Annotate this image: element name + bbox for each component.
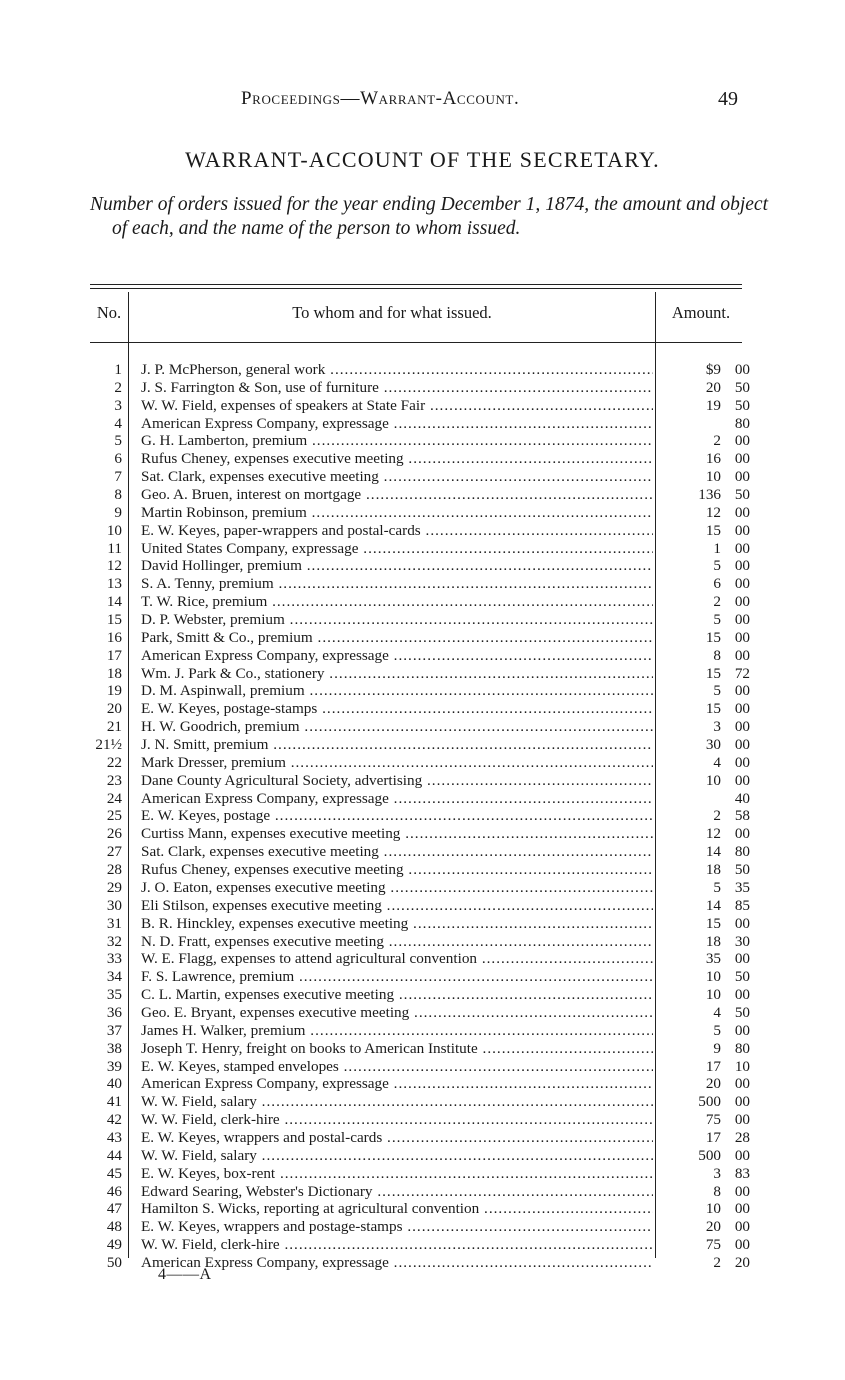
row-amount-dollars: 35 — [705, 950, 721, 968]
row-description: H. W. Goodrich, premium ..... — [141, 718, 653, 736]
row-description: E. W. Keyes, wrappers and postage-stamps ..... — [141, 1218, 653, 1236]
row-amount-dollars: 20 — [705, 1075, 721, 1093]
row-number: 2 — [114, 378, 122, 396]
row-number: 6 — [114, 450, 122, 468]
table-row — [0, 1040, 845, 1058]
table-row — [0, 950, 845, 968]
table-row — [0, 1254, 845, 1272]
row-description: David Hollinger, premium ..... — [141, 557, 653, 575]
table-row — [0, 1075, 845, 1093]
row-description: Joseph T. Henry, freight on books to American Institute ..... — [141, 1040, 653, 1058]
row-amount-dollars: 20 — [705, 1218, 721, 1236]
row-number: 27 — [106, 843, 122, 861]
row-amount-dollars: 17 — [705, 1057, 721, 1075]
row-amount-cents: 30 — [734, 932, 750, 950]
row-description: Sat. Clark, expenses executive meeting ..... — [141, 468, 653, 486]
row-amount-cents: 00 — [734, 1182, 750, 1200]
table-row — [0, 1183, 845, 1201]
table-row — [0, 379, 845, 397]
row-amount-cents: 50 — [734, 486, 750, 504]
row-amount-cents: 80 — [734, 414, 750, 432]
row-amount-dollars: 10 — [705, 968, 721, 986]
row-amount-cents: 50 — [734, 861, 750, 879]
table-row — [0, 504, 845, 522]
row-description: Sat. Clark, expenses executive meeting ..... — [141, 843, 653, 861]
table-row — [0, 450, 845, 468]
page-number: 49 — [718, 88, 738, 110]
row-description: Geo. A. Bruen, interest on mortgage ..... — [141, 486, 653, 504]
table-row — [0, 897, 845, 915]
row-description: J. N. Smitt, premium ..... — [141, 736, 653, 754]
row-amount-dollars: 16 — [705, 450, 721, 468]
row-amount-cents: 58 — [734, 807, 750, 825]
row-number: 26 — [106, 825, 122, 843]
table-row — [0, 861, 845, 879]
table-row — [0, 629, 845, 647]
row-amount-dollars: 4 — [713, 753, 721, 771]
row-amount-dollars: 15 — [705, 700, 721, 718]
table-row — [0, 1058, 845, 1076]
table-row — [0, 825, 845, 843]
row-amount-cents: 00 — [734, 1021, 750, 1039]
row-description: E. W. Keyes, postage ..... — [141, 807, 653, 825]
row-number: 37 — [106, 1021, 122, 1039]
row-number: 36 — [106, 1003, 122, 1021]
table-top-rule — [90, 284, 742, 285]
table-row — [0, 1218, 845, 1236]
row-amount-dollars: 5 — [713, 682, 721, 700]
row-amount-dollars: 5 — [713, 611, 721, 629]
row-amount-dollars: 10 — [705, 1200, 721, 1218]
row-amount-dollars: 17 — [705, 1128, 721, 1146]
row-amount-cents: 00 — [734, 682, 750, 700]
row-number: 40 — [106, 1075, 122, 1093]
row-amount-dollars: 500 — [698, 1093, 721, 1111]
row-number: 50 — [106, 1253, 122, 1271]
row-amount-cents: 00 — [734, 1146, 750, 1164]
row-amount-cents: 00 — [734, 450, 750, 468]
row-number: 21 — [106, 718, 122, 736]
row-amount-cents: 20 — [734, 1253, 750, 1271]
table-row — [0, 1129, 845, 1147]
row-amount-cents: 83 — [734, 1164, 750, 1182]
row-amount-dollars: 15 — [705, 664, 721, 682]
row-amount-dollars: 9 — [713, 1039, 721, 1057]
row-number: 8 — [114, 486, 122, 504]
row-description: Mark Dresser, premium ..... — [141, 754, 653, 772]
table-row — [0, 1004, 845, 1022]
table-row — [0, 1022, 845, 1040]
table-row — [0, 772, 845, 790]
table-row — [0, 968, 845, 986]
row-amount-dollars: 500 — [698, 1146, 721, 1164]
row-number: 21½ — [95, 736, 122, 754]
row-description: American Express Company, expressage ..... — [141, 415, 653, 433]
column-header-no: No. — [96, 303, 122, 322]
row-description: Rufus Cheney, expenses executive meeting ..... — [141, 450, 653, 468]
row-amount-cents: 00 — [734, 432, 750, 450]
table-row — [0, 432, 845, 450]
table-row — [0, 1147, 845, 1165]
row-amount-cents: 00 — [734, 771, 750, 789]
row-description: American Express Company, expressage ..... — [141, 647, 653, 665]
row-amount-dollars: 15 — [705, 521, 721, 539]
table-row — [0, 540, 845, 558]
row-amount-dollars: 15 — [705, 914, 721, 932]
row-amount-dollars: 30 — [705, 736, 721, 754]
signature-mark: 4——A — [158, 1266, 212, 1283]
table-row — [0, 486, 845, 504]
column-header-description: To whom and for what issued. — [292, 303, 492, 322]
table-subtitle: Number of orders issued for the year ending December 1, 1874, the amount and object of each, and the name of the person to whom issued. — [90, 194, 768, 239]
row-number: 7 — [114, 468, 122, 486]
row-amount-cents: 10 — [734, 1057, 750, 1075]
row-number: 25 — [106, 807, 122, 825]
row-amount-cents: 00 — [734, 593, 750, 611]
row-amount-cents: 00 — [734, 753, 750, 771]
row-number: 44 — [106, 1146, 122, 1164]
row-description: W. W. Field, clerk-hire ..... — [141, 1236, 653, 1254]
row-description: D. P. Webster, premium ..... — [141, 611, 653, 629]
row-amount-dollars: 14 — [705, 896, 721, 914]
table-row — [0, 1200, 845, 1218]
row-amount-cents: 00 — [734, 1075, 750, 1093]
row-amount-dollars: 12 — [705, 825, 721, 843]
row-description: E. W. Keyes, paper-wrappers and postal-cards ..... — [141, 522, 653, 540]
row-number: 49 — [106, 1236, 122, 1254]
table-row — [0, 986, 845, 1004]
row-amount-dollars: 136 — [698, 486, 721, 504]
row-number: 11 — [107, 539, 122, 557]
row-number: 28 — [106, 861, 122, 879]
table-row — [0, 611, 845, 629]
row-amount-dollars: 18 — [705, 861, 721, 879]
row-amount-cents: 80 — [734, 1039, 750, 1057]
table-row — [0, 575, 845, 593]
row-number: 31 — [106, 914, 122, 932]
table-row — [0, 915, 845, 933]
row-description: E. W. Keyes, box-rent ..... — [141, 1165, 653, 1183]
row-number: 22 — [106, 753, 122, 771]
row-number: 47 — [106, 1200, 122, 1218]
row-description: Hamilton S. Wicks, reporting at agricultural convention ..... — [141, 1200, 653, 1218]
row-amount-cents: 00 — [734, 825, 750, 843]
row-number: 38 — [106, 1039, 122, 1057]
row-amount-cents: 00 — [734, 646, 750, 664]
table-row — [0, 1236, 845, 1254]
table-row — [0, 415, 845, 433]
running-head — [0, 88, 845, 110]
row-description: E. W. Keyes, wrappers and postal-cards ..... — [141, 1129, 653, 1147]
row-description: Martin Robinson, premium ..... — [141, 504, 653, 522]
row-amount-dollars: 19 — [705, 396, 721, 414]
row-amount-dollars: 2 — [713, 1253, 721, 1271]
table-top-rule-inner — [90, 288, 742, 289]
row-number: 45 — [106, 1164, 122, 1182]
row-amount-dollars: 75 — [705, 1236, 721, 1254]
row-description: Wm. J. Park & Co., stationery ..... — [141, 665, 653, 683]
row-number: 12 — [106, 557, 122, 575]
row-amount-dollars: 6 — [713, 575, 721, 593]
row-amount-dollars: 3 — [713, 1164, 721, 1182]
row-number: 39 — [106, 1057, 122, 1075]
row-amount-cents: 00 — [734, 611, 750, 629]
row-number: 48 — [106, 1218, 122, 1236]
row-description: S. A. Tenny, premium ..... — [141, 575, 653, 593]
row-amount-cents: 00 — [734, 1218, 750, 1236]
row-description: E. W. Keyes, postage-stamps ..... — [141, 700, 653, 718]
table-row — [0, 1111, 845, 1129]
table-row — [0, 397, 845, 415]
row-amount-cents: 00 — [734, 986, 750, 1004]
row-amount-cents: 00 — [734, 950, 750, 968]
row-number: 4 — [114, 414, 122, 432]
row-amount-dollars: 75 — [705, 1111, 721, 1129]
column-header-amount: Amount. — [671, 303, 731, 322]
row-amount-cents: 00 — [734, 1200, 750, 1218]
row-amount-dollars: 15 — [705, 628, 721, 646]
row-description: Park, Smitt & Co., premium ..... — [141, 629, 653, 647]
row-number: 46 — [106, 1182, 122, 1200]
table-row — [0, 361, 845, 379]
row-amount-cents: 35 — [734, 878, 750, 896]
row-number: 18 — [106, 664, 122, 682]
row-amount-cents: 00 — [734, 503, 750, 521]
row-description: F. S. Lawrence, premium ..... — [141, 968, 653, 986]
table-row — [0, 522, 845, 540]
row-amount-cents: 00 — [734, 539, 750, 557]
row-amount-cents: 50 — [734, 378, 750, 396]
row-amount-dollars: 10 — [705, 468, 721, 486]
row-number: 29 — [106, 878, 122, 896]
row-amount-cents: 00 — [734, 1111, 750, 1129]
row-amount-cents: 00 — [734, 914, 750, 932]
row-amount-dollars: 2 — [713, 432, 721, 450]
table-row — [0, 754, 845, 772]
table-row — [0, 736, 845, 754]
row-description: Geo. E. Bryant, expenses executive meeting ..... — [141, 1004, 653, 1022]
row-amount-cents: 00 — [734, 700, 750, 718]
row-amount-dollars: 5 — [713, 878, 721, 896]
row-amount-dollars: 20 — [705, 378, 721, 396]
row-description: Curtiss Mann, expenses executive meeting ..... — [141, 825, 653, 843]
row-description: T. W. Rice, premium ..... — [141, 593, 653, 611]
row-description: J. O. Eaton, expenses executive meeting ..... — [141, 879, 653, 897]
row-amount-dollars: $9 — [705, 361, 721, 378]
table-row — [0, 593, 845, 611]
row-amount-cents: 00 — [734, 575, 750, 593]
row-amount-dollars: 12 — [705, 503, 721, 521]
row-description: W. W. Field, clerk-hire ..... — [141, 1111, 653, 1129]
table-row — [0, 557, 845, 575]
table-row — [0, 700, 845, 718]
row-amount-dollars: 1 — [713, 539, 721, 557]
row-amount-dollars: 4 — [713, 1003, 721, 1021]
row-amount-cents: 50 — [734, 396, 750, 414]
row-number: 16 — [106, 628, 122, 646]
row-description: American Express Company, expressage ..... — [141, 1075, 653, 1093]
row-amount-dollars: 18 — [705, 932, 721, 950]
row-description: J. P. McPherson, general work ..... — [141, 361, 653, 379]
row-description: W. E. Flagg, expenses to attend agricultural convention ..... — [141, 950, 653, 968]
warrant-table-body — [0, 361, 845, 1272]
row-description: Eli Stilson, expenses executive meeting ..... — [141, 897, 653, 915]
row-amount-dollars: 2 — [713, 807, 721, 825]
row-amount-cents: 50 — [734, 968, 750, 986]
row-number: 13 — [106, 575, 122, 593]
row-number: 1 — [114, 361, 122, 378]
row-number: 20 — [106, 700, 122, 718]
table-header-rule — [90, 342, 742, 343]
row-description: United States Company, expressage ..... — [141, 540, 653, 558]
row-number: 3 — [114, 396, 122, 414]
row-description: Rufus Cheney, expenses executive meeting ..... — [141, 861, 653, 879]
row-amount-dollars: 2 — [713, 593, 721, 611]
table-row — [0, 682, 845, 700]
row-number: 32 — [106, 932, 122, 950]
row-number: 34 — [106, 968, 122, 986]
row-description: D. M. Aspinwall, premium ..... — [141, 682, 653, 700]
row-description: American Express Company, expressage ..... — [141, 1254, 653, 1272]
row-number: 33 — [106, 950, 122, 968]
row-number: 41 — [106, 1093, 122, 1111]
row-description: G. H. Lamberton, premium ..... — [141, 432, 653, 450]
row-amount-dollars: 10 — [705, 771, 721, 789]
row-amount-cents: 00 — [734, 557, 750, 575]
row-amount-dollars: 5 — [713, 1021, 721, 1039]
row-amount-cents: 00 — [734, 1093, 750, 1111]
row-amount-dollars: 5 — [713, 557, 721, 575]
row-amount-dollars: 14 — [705, 843, 721, 861]
row-amount-cents: 00 — [734, 361, 750, 378]
row-amount-cents: 00 — [734, 718, 750, 736]
row-number: 19 — [106, 682, 122, 700]
row-description: N. D. Fratt, expenses executive meeting ..... — [141, 933, 653, 951]
row-amount-cents: 00 — [734, 628, 750, 646]
row-number: 24 — [106, 789, 122, 807]
section-title: WARRANT-ACCOUNT OF THE SECRETARY. — [185, 147, 660, 172]
row-amount-cents: 40 — [734, 789, 750, 807]
row-amount-dollars: 8 — [713, 1182, 721, 1200]
table-row — [0, 1093, 845, 1111]
row-number: 35 — [106, 986, 122, 1004]
table-row — [0, 1165, 845, 1183]
table-row — [0, 718, 845, 736]
row-number: 30 — [106, 896, 122, 914]
row-number: 17 — [106, 646, 122, 664]
row-number: 5 — [114, 432, 122, 450]
row-amount-cents: 00 — [734, 1236, 750, 1254]
row-amount-cents: 80 — [734, 843, 750, 861]
row-description: E. W. Keyes, stamped envelopes ..... — [141, 1058, 653, 1076]
table-row — [0, 807, 845, 825]
row-amount-cents: 72 — [734, 664, 750, 682]
row-description: C. L. Martin, expenses executive meeting ..... — [141, 986, 653, 1004]
row-amount-cents: 00 — [734, 521, 750, 539]
row-number: 10 — [106, 521, 122, 539]
row-amount-dollars: 3 — [713, 718, 721, 736]
row-description: W. W. Field, salary ..... — [141, 1147, 653, 1165]
row-amount-cents: 00 — [734, 468, 750, 486]
row-description: James H. Walker, premium ..... — [141, 1022, 653, 1040]
row-description: Dane County Agricultural Society, advertising ..... — [141, 772, 653, 790]
table-row — [0, 468, 845, 486]
row-amount-dollars: 8 — [713, 646, 721, 664]
table-row — [0, 843, 845, 861]
row-number: 23 — [106, 771, 122, 789]
table-row — [0, 933, 845, 951]
row-number: 42 — [106, 1111, 122, 1129]
table-row — [0, 790, 845, 808]
row-number: 14 — [106, 593, 122, 611]
table-row — [0, 647, 845, 665]
row-description: W. W. Field, expenses of speakers at State Fair ..... — [141, 397, 653, 415]
row-description: J. S. Farrington & Son, use of furniture ..... — [141, 379, 653, 397]
row-number: 43 — [106, 1128, 122, 1146]
row-amount-dollars: 10 — [705, 986, 721, 1004]
table-row — [0, 879, 845, 897]
row-amount-cents: 28 — [734, 1128, 750, 1146]
row-amount-cents: 00 — [734, 736, 750, 754]
row-description: B. R. Hinckley, expenses executive meeting ..... — [141, 915, 653, 933]
row-description: W. W. Field, salary ..... — [141, 1093, 653, 1111]
running-title: Proceedings—Warrant-Account. — [241, 88, 520, 109]
table-row — [0, 665, 845, 683]
row-description: Edward Searing, Webster's Dictionary ..... — [141, 1183, 653, 1201]
row-description: American Express Company, expressage ..... — [141, 790, 653, 808]
row-amount-cents: 50 — [734, 1003, 750, 1021]
row-number: 9 — [114, 503, 122, 521]
row-number: 15 — [106, 611, 122, 629]
row-amount-cents: 85 — [734, 896, 750, 914]
